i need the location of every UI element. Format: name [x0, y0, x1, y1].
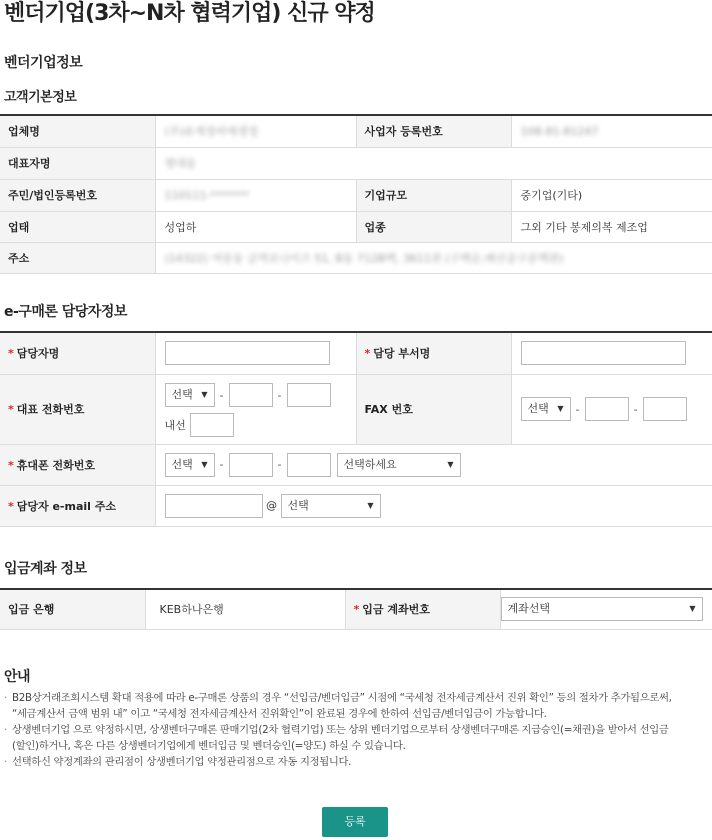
account-table: [0, 588, 712, 630]
bank-value: KEB하나은행: [145, 589, 345, 629]
page-title: 벤더기업(3차~N차 협력기업) 신규 약정: [4, 1, 375, 26]
fax-mid-input[interactable]: [585, 397, 629, 421]
phone-area-select[interactable]: 선택 ▼: [165, 383, 215, 407]
manager-label: * 담당자명: [0, 332, 155, 374]
chevron-down-icon: ▼: [557, 404, 564, 413]
notice-list: [4, 690, 709, 770]
notice-title: 안내: [4, 669, 31, 685]
chevron-down-icon: ▼: [201, 390, 208, 399]
email-label: * 담당자 e-mail 주소: [0, 485, 155, 526]
biz-item-value: 그외 기타 봉제의복 제조업: [511, 211, 712, 242]
basic-info-table: [0, 114, 712, 274]
address-value: (14322) 여문동 금역로나이즈 51, B동 712B백, 3611관 (구백순,배산공구문백관): [155, 242, 712, 273]
phone-last-input[interactable]: [287, 383, 331, 407]
mobile-mid-input[interactable]: [229, 453, 273, 477]
biz-type-value: 성업하: [155, 211, 356, 242]
bank-label: 입금 은행: [0, 589, 145, 629]
scale-value: 중기업(기타): [511, 179, 712, 211]
mobile-carrier-select[interactable]: 선택하세요 ▼: [337, 453, 461, 477]
biz-no-value: 108-81-81247: [511, 115, 712, 147]
ceo-label: 대표자명: [0, 147, 155, 179]
notice-item: · B2B상거래조회시스템 확대 적용에 따라 e-구매론 상품의 경우 “선입금/벤더입금” 시점에 “국세청 전자세금계산서 진위 확인” 등의 절차가 추가됨으로써, “세금계산서 금액 범위 내” 이고 “국세청 전자세금계산서 진위확인”이 완료된 경우에 한하여 선입금/벤더입금이 가능합니다.: [4, 690, 709, 722]
company-name-label: 업체명: [0, 115, 155, 147]
dept-name-input[interactable]: [521, 341, 686, 365]
address-label: 주소: [0, 242, 155, 273]
scale-label: 기업규모: [356, 179, 511, 211]
phone-mid-input[interactable]: [229, 383, 273, 407]
phone-label: * 대표 전화번호: [0, 374, 155, 444]
vendor-info-title: 벤더기업정보: [4, 55, 83, 71]
contact-title: e-구매론 담당자정보: [4, 304, 127, 320]
company-name-value: (주)유재정비에생정: [155, 115, 356, 147]
corp-no-label: 주민/법인등록번호: [0, 179, 155, 211]
contact-table: * 담당자명 * 담당 부서명 * 대표 전화번호 선택 ▼ - - 내선 FAX 번호 선택 ▼ - - * 휴대폰 전화번호 선택 ▼ - - 선택하세요 ▼ * 담당자 e-mail 주소 @ 선택 ▼: [0, 331, 712, 527]
manager-name-input[interactable]: [165, 341, 330, 365]
mobile-label: * 휴대폰 전화번호: [0, 444, 155, 485]
fax-area-select[interactable]: 선택 ▼: [521, 397, 571, 421]
chevron-down-icon: ▼: [689, 604, 696, 614]
biz-no-label: 사업자 등록번호: [356, 115, 511, 147]
basic-info-title: 고객기본정보: [4, 90, 77, 105]
email-domain-select[interactable]: 선택 ▼: [281, 494, 381, 518]
biz-type-label: 업태: [0, 211, 155, 242]
chevron-down-icon: ▼: [201, 459, 208, 469]
notice-item: · 선택하신 약정계좌의 관리점이 상생벤더기업 약정관리점으로 자동 지정됩니다.: [4, 754, 709, 770]
biz-item-label: 업종: [356, 211, 511, 242]
ceo-value: 병대동: [155, 147, 712, 179]
chevron-down-icon: ▼: [447, 459, 454, 469]
fax-last-input[interactable]: [643, 397, 687, 421]
email-id-input[interactable]: [165, 494, 263, 518]
chevron-down-icon: ▼: [367, 500, 374, 510]
dept-label: * 담당 부서명: [356, 332, 511, 374]
account-no-label: * 입금 계좌번호: [345, 589, 500, 629]
email-at: @: [266, 499, 277, 512]
fax-label: FAX 번호: [356, 374, 511, 444]
mobile-prefix-select[interactable]: 선택 ▼: [165, 453, 215, 477]
account-title: 입금계좌 정보: [4, 561, 87, 577]
notice-item: · 상생벤더기업 으로 약정하시면, 상생벤더구매론 판매기업(2차 협력기업) 또는 상위 벤더기업으로부터 상생벤더구매론 지급승인(=채권)을 받아서 선입금 (할인)하거나, 혹은 다른 상생벤더기업에게 벤더입금 및 벤더승인(=양도) 하실 수 있습니다.: [4, 722, 709, 754]
mobile-last-input[interactable]: [287, 453, 331, 477]
ext-label: 내선: [164, 419, 186, 432]
corp-no-value: 110111-*******: [155, 179, 356, 211]
submit-button[interactable]: 등록: [322, 807, 388, 837]
account-select[interactable]: 계좌선택 ▼: [501, 597, 703, 621]
ext-input[interactable]: [190, 413, 234, 437]
